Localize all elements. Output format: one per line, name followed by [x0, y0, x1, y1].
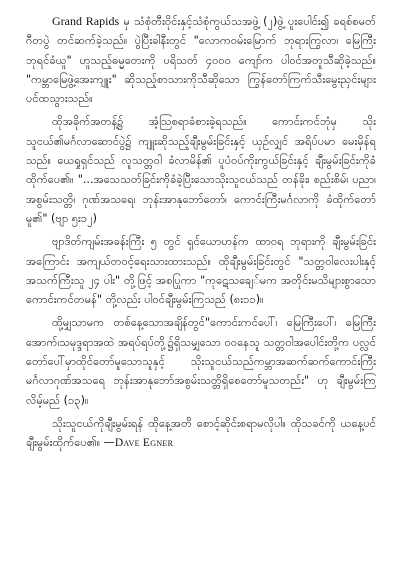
paragraph-4-text: ထို့မျှသာမက တစ်နေ့သောအချိန်တွင်"ကောင်းကင်ပေါ်၊ မြေကြီးပေါ်၊ မြေကြီးအောက်၊သမုဒ္ဒရာအထဲ အရပ်ရပ်တို့၌ရှိသမျှသော ဝဝနေသူ သတ္တဝါအပေါင်းတို့က ပလ္လင်တော်ပေါ်မှာထိုင်တော်မူသောသူနှင့် သိုးသူငယ်သည်ကမ္ဘာအဆက်ဆက်ကောင်းကြီးမင်္ဂလာဂုဏ်အသရေ ဘုန်းအာနုဘော်အစွမ်းသတ္တိရှိစေတော်မူသတည်း" ဟု ချီးမွမ်းကြလိမ့်မည် (၁၃)။ [26, 316, 376, 407]
paragraph-5 [26, 414, 376, 454]
paragraph-3 [26, 232, 376, 309]
paragraph-4 [26, 313, 376, 409]
paragraph-5-text: သိုးသူငယ်ကိုချီးမွမ်းရန် ထိုနေ့အတိ စောင့်ဆိုင်းစရာမလိုပါ။ ထိုသခင်ကို ယနေ့ပင်ချီးမွမ်းထိုက်ပေ၏။ — [26, 416, 376, 450]
paragraph-1 [26, 12, 376, 108]
place-name: Grand Rapids [52, 14, 120, 28]
author-signature: Dave Egner [114, 437, 174, 450]
paragraph-3-text: ဗျာဒိတ်ကျမ်းအခန်းကြီး ၅ တွင် ရှင်ယောဟန်က ထာဝရ ဘုရားကို ချီးမွမ်းခြင်းအကြောင်း အကျယ်တဝင့်ရေးသားထားသည်။ ထိုချီးမွမ်းခြင်းတွင် "သတ္တဝါလေးပါးနှင့်အသက်ကြီးသူ ၂၄ ပါး" တို့ဖြင့် အစပြုကာ "ကုဋေသချေ်မက အတိုင်းမသိများစွာသော ကောင်းကင်တမန်" တို့လည်း ပါဝင်ချီးမွမ်းကြသည် (၈း၁၁)။ [26, 235, 376, 307]
devotional-article [26, 12, 376, 557]
paragraph-1-text: မှ သံစုံတီးဝိုင်းနှင့်သံစုံကွယ်သအဖွဲ့ (၂)ဖွဲ့ ပူးပေါင်း၍ ခရစ်စမတ်ဂီတပွဲ တင်ဆက်ခဲ့သည်။ ပွဲပြီးခါနီးတွင် "လောကဝမ်းမြောက် ဘုရားကြွလာ၊ မြေကြီးဘုရင်ခံယူ" ဟူသည့်ဓမ္မတေးကို ပရိသတ် ၄၀၀၀ ကျော်က ပါဝင်အတူသီဆိုခဲ့သည်။ "ကမ္ဘာမြေဖွဲ့အေးကျူး" ဆိုသည့်စာသားကိုသီဆိုသော ကြွန်တော်ကြက်သီးမွေးညှင်းများပင်ထသွားသည်။ [26, 15, 376, 106]
paragraph-2-text: ထိုအခိုက်အတန့်၌ အံ့ဩစရာခံစားခဲ့ရသည်။ ကောင်းကင်ဘုံမှ သိုးသူငယ်၏မင်္ဂလာဆောင်ပွဲ၌ ကျူးဆိုသည့်ချီးမွမ်းခြင်းနှင့် ယှဉ်လျှင် အရိပ်ပမာ မေးမှိန်ရသည်။ ယေရှုရှင်သည် လူသတ္တဝါ ခံလာမိန်၏ ပူပံဝပ်ကိုးကွယ်ခြင်းနှင့် ချီးမွမ်းခြင်းကိုခံထိုက်ပေ၏။ "...အသေသတ်ခြင်းကိုခံခဲ့ပြီးသောသိုးသူငယ်သည် တန်ခိုး၊ စည်းစိမ်၊ ပညာ၊ အစွမ်းသတ္တိ၊ ဂုဏ်အသရေ၊ ဘုန်းအာနုဘော်တော်၊ ကောင်းကြီးမင်္ဂလာကို ခံထိုက်တော်မူ၏" (ဗျာ ၅း၁၂) [26, 115, 376, 225]
paragraph-2 [26, 112, 376, 228]
